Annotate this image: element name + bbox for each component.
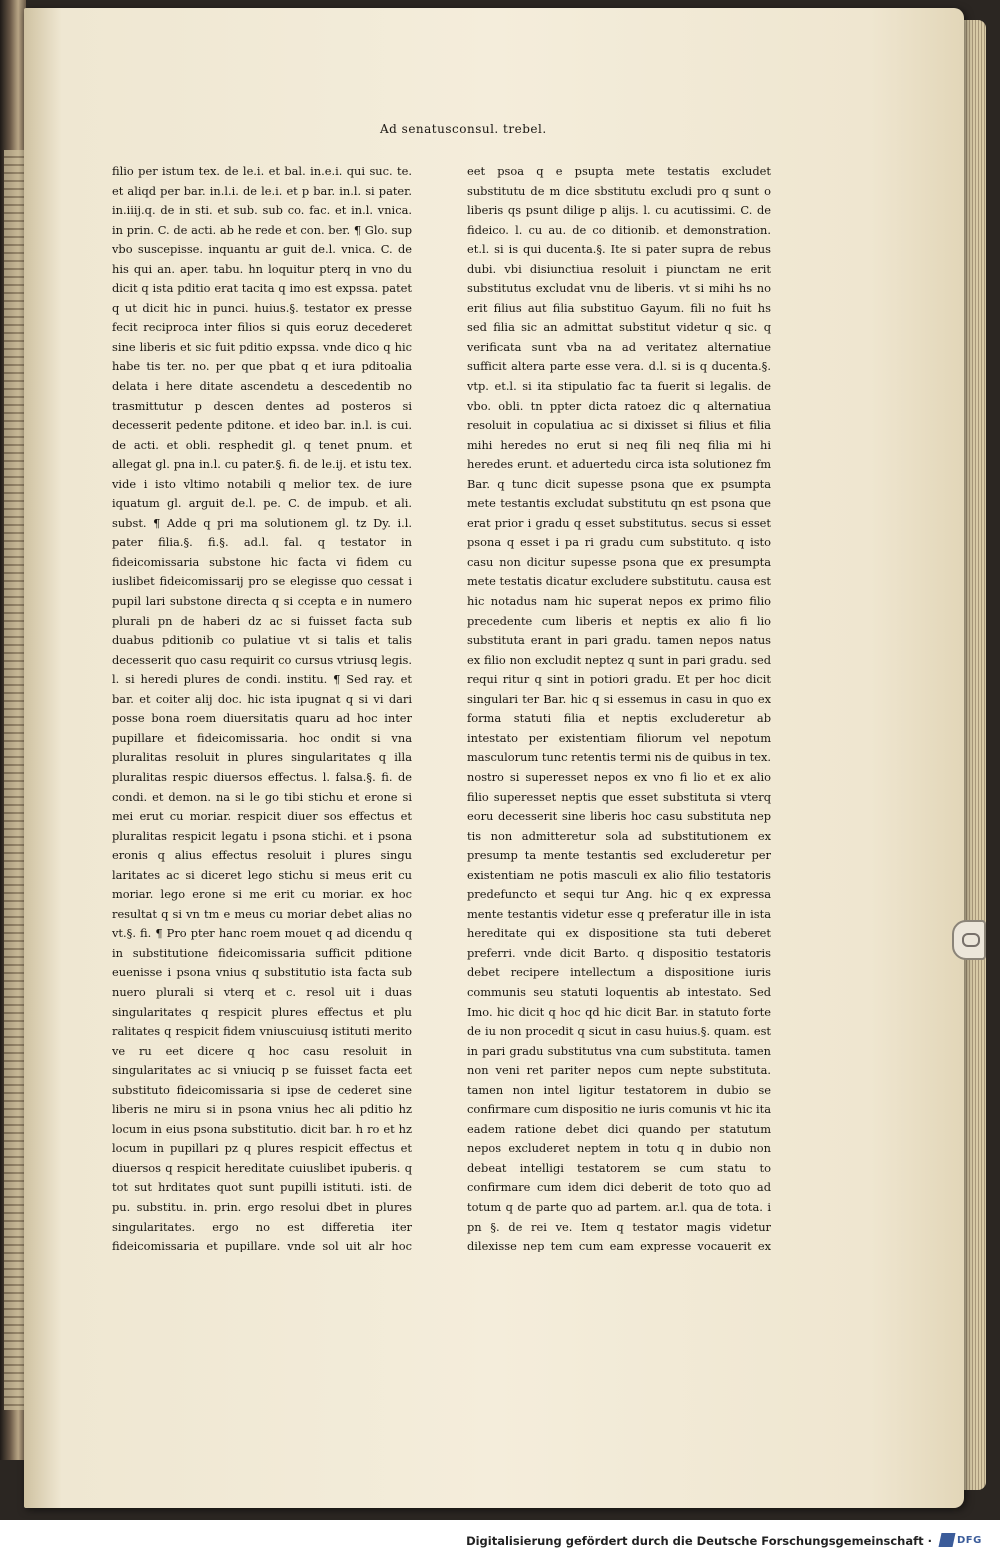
previous-page-strip — [4, 150, 24, 1410]
dfg-logo-mark-icon — [939, 1533, 956, 1547]
dfg-logo — [940, 1532, 992, 1548]
running-head: Ad senatusconsul. trebel. — [380, 122, 547, 136]
funding-note: Digitalisierung gefördert durch die Deutsche Forschungsgemeinschaft · — [466, 1534, 932, 1548]
digitization-footer — [0, 1520, 1000, 1553]
column-right-text: eet psoa q e psupta mete testatis excludet substitutu de m dice sbstitutu excludi pro q sunt o liberis qs psunt dilige p alijs. l. cu acutissimi. C. de fideico. l. cu au. de co ditionib. et demonstration. et.l. si is qui ducenta.§. Ite si pater supra de rebus dubi. vbi disiunctiua resoluit i piunctam ne erit substitutus excludat vnu de liberis. vt si mihi hs no erit filius aut filia substituo Gayum. fili no fuit hs sed filia sic an admittat substitut videtur q sic. q verificata sunt vba na ad veritatez alternatiue sufficit altera parte esse vera. d.l. si is q ducenta.§. vtp. et.l. si ita stipulatio fac ta fuerit si legalis. de vbo. obli. tn ppter dicta ratoez dic q alternatiua resoluit in copulatiua ac si dixisset si filius et filia mihi heredes no erut si neq fili neq filia mi hi heredes erunt. et aduertedu circa ista solutionez fm Bar. q tunc dicit supesse psona que ex psumpta mete testantis excludat substitutu qn est psona que erat prior i gradu q esset substitutus. secus si esset psona q esset i pa ri gradu cum substituto. q isto casu non dicitur supesse psona que ex presumpta mete testatis dicatur excludere substitutu. causa est hic notadus nam hic superat nepos ex primo filio precedente cum liberis et neptis ex alio fi lio substituta erant in pari gradu. tamen nepos natus ex filio non excludit neptez q sunt in pari gradu. sed requi ritur q sint in potiori gradu. Et per hoc dicit singulari ter Bar. hic q si essemus in casu in quo ex forma statuti filia et neptis excluderetur ab intestato per existentiam filiorum vel nepotum masculorum tunc retentis termi nis de quibus in tex. nostro si superesset nepos ex vno fi lio et ex alio filio superesset neptis que esset substituta si vterq eoru decesserit sine liberis hoc casu substituta nep tis non admitteretur sola ad substitutionem ex presump ta mente testantis sed excluderetur per existentiam ne potis masculi ex alio filio testatoris predefuncto et sequi tur Ang. hic q ex expressa mente testantis videtur esse q preferatur ille in ista hereditate qui ex dispositione sta tuti deberet preferri. vnde dicit Barto. q dispositio testatoris debet recipere intellectum a dispositione iuris communis seu statuti loquentis ab intestato. Sed Imo. hic dicit q hoc qd hic dicit Bar. in statuto forte de iu non procedit q sicut in casu huius.§. quam. est in pari gradu substitutus vna cum substituta. tamen non veni ret pariter nepos cum nepte substituta. tamen non intel ligitur testatorem in dubio se confirmare cum dispositio ne iuris comunis vt hic ita eadem ratione debet dici quando per statutum nepos excluderet neptem in totu q in dubio non debeat intelligi testatorem se cum statu to confirmare cum idem dici deberit de toto quo ad totum q de parte quo ad partem. ar.l. qua de tota. i pn §. de rei ve. Item q testator magis videtur dilexisse nep tem cum eam expresse vocauerit ex — [467, 164, 771, 1252]
column-left-text: filio per istum tex. de le.i. et bal. in.e.i. qui suc. te. et aliqd per bar. in.l.i. de le.i. et p bar. in.l. si pater. in.iiij.q. de in sti. et sub. sub co. fac. et in.l. vnica. in prin. C. de acti. ab he rede et con. ber. ¶ Glo. sup vbo suscepisse. inquantu ar guit de.l. vnica. C. de his qui an. aper. tabu. hn loquitur pterq in vno du dicit q ista pditio erat tacita q imo est expssa. patet q ut dicit hic in punci. huius.§. testator ex presse fecit reciproca inter filios si quis eoruz decederet sine liberis et sic fuit pditio expssa. vnde dico q hic habe tis ter. no. per que pbat q et iura pditoalia delata i here ditate ascendetu a descedentib no trasmittutur p descen dentes ad posteros si decesserit pedente pditone. et ideo bar. in.l. is cui. de acti. et obli. resphedit gl. q tenet pnum. et allegat gl. pna in.l. cu pater.§. fi. de le.ij. et istu tex. vide i isto vltimo notabili q melior tex. de iure iquatum gl. arguit de.l. pe. C. de impub. et ali. subst. ¶ Adde q pri ma solutionem gl. tz Dy. i.l. pater filia.§. fi.§. ad.l. fal. q testator in fideicomissaria substone hic facta vi fidem cu iuslibet fideicomissarij pro se elegisse quo cessat i pupil lari substone directa q si ccepta e in numero plurali pn de haberi dz ac si fuisset facta sub duabus pditionib co pulatiue vt si talis et talis decesserit quo casu requirit co cursus vtriusq legis. l. si heredi plures de condi. institu. ¶ Sed ray. et bar. et coiter alij doc. hic ista ipugnat q si vi dari posse bona roem diuersitatis quaru ad hoc inter pupillare et fideicomissaria. hoc ondit si vna pluralitas resoluit in plures singularitates q illa pluralitas respic diuersos effectus. l. falsa.§. fi. de condi. et demon. na si le go tibi stichu et erone si mei erut cu moriar. respicit diuer sos effectus et pluralitas respicit legatu i psona stichi. et i psona eronis q alius effectus resoluit i plures singu laritates ac si diceret lego stichu si meus erit cu moriar. lego erone si me erit cu moriar. ex hoc resultat q si vn tm e meus cu moriar debet alias no vt.§. fi. ¶ Pro pter hanc roem mouet q ad dicendu q in substitutione fideicomissaria sufficit pditione euenisse i psona vnius q substitutio ista facta sub nuero plurali si vterq et c. resol uit i duas singularitates q respicit plures effectus et plu ralitates q respicit fidem vniuscuiusq istituti merito ve ru eet dicere q hoc casu resoluit in singularitates ac si vniuciq p se fuisset facta eet substituto fideicomissaria si ipse de cederet sine liberis ne miru si in psona vnius hec ali pditio hz locum in eius psona substitutio. dicit bar. h ro et hz locum in pupillari pz q plures respicit effectus et diuersos q respicit hereditate cuiuslibet ipuberis. q tot sut hrditates quot sunt pupilli istituti. isti. de pu. substitu. in. prin. ergo resolui dbet in plures singularitates. ergo no est differetia iter fideicomissaria et pupillare. vnde sol uit alr hoc — [112, 164, 412, 1252]
bookmark-tab-hole — [962, 933, 980, 947]
text-column-right — [467, 162, 771, 1252]
page-fore-edge — [964, 20, 986, 1490]
bookmark-tab — [952, 920, 986, 960]
text-column-left — [112, 162, 412, 1252]
dfg-logo-text: DFG — [957, 1534, 982, 1546]
